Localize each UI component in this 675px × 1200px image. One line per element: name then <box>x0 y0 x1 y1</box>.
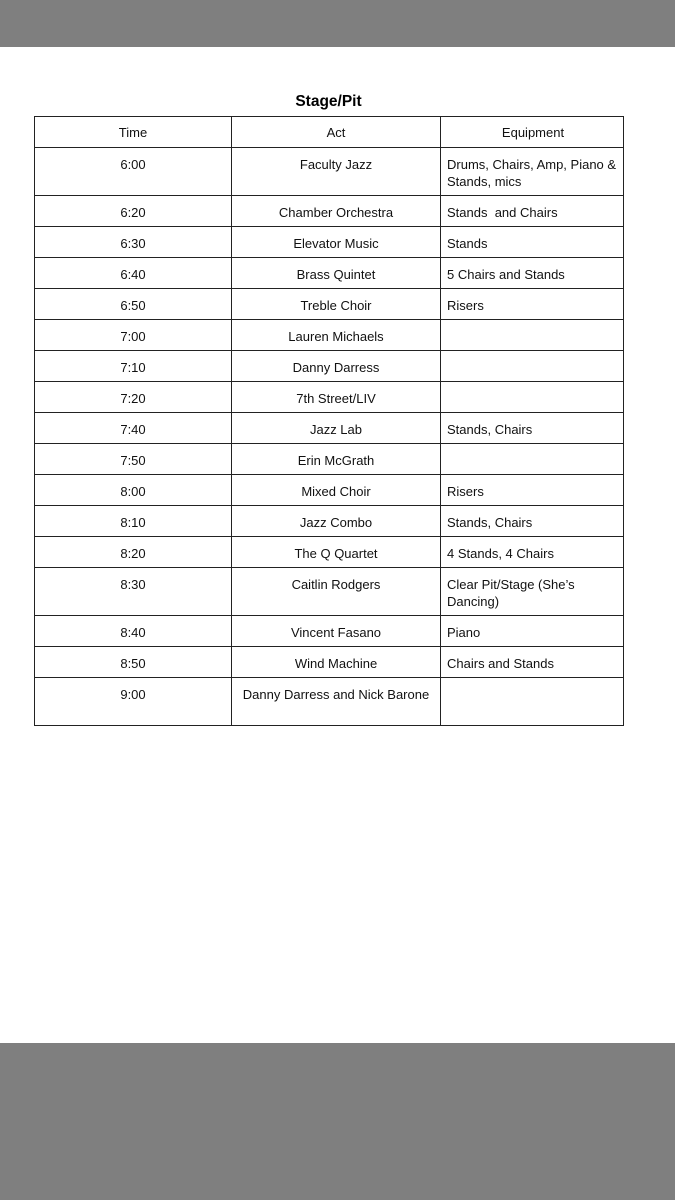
equipment-cell: Risers <box>441 289 624 320</box>
time-cell: 6:00 <box>35 148 232 196</box>
table-header-row <box>35 117 624 148</box>
top-gray-bar <box>0 0 675 47</box>
table-row <box>35 537 624 568</box>
time-cell: 8:30 <box>35 568 232 616</box>
equipment-cell: Risers <box>441 475 624 506</box>
act-cell: Jazz Combo <box>232 506 441 537</box>
table-row <box>35 413 624 444</box>
act-cell: Vincent Fasano <box>232 616 441 647</box>
equipment-cell: Chairs and Stands <box>441 647 624 678</box>
equipment-cell <box>441 320 624 351</box>
act-cell: Treble Choir <box>232 289 441 320</box>
table-row <box>35 616 624 647</box>
table-row <box>35 148 624 196</box>
table-row <box>35 475 624 506</box>
header-time: Time <box>35 117 232 148</box>
time-cell: 7:50 <box>35 444 232 475</box>
table-row <box>35 320 624 351</box>
time-cell: 8:00 <box>35 475 232 506</box>
act-cell: Faculty Jazz <box>232 148 441 196</box>
act-cell: Danny Darress <box>232 351 441 382</box>
act-cell: The Q Quartet <box>232 537 441 568</box>
time-cell: 8:40 <box>35 616 232 647</box>
table-row <box>35 227 624 258</box>
table-row <box>35 647 624 678</box>
time-cell: 6:20 <box>35 196 232 227</box>
act-cell: Erin McGrath <box>232 444 441 475</box>
time-cell: 6:50 <box>35 289 232 320</box>
table-row <box>35 568 624 616</box>
bottom-gray-bar <box>0 1043 675 1200</box>
time-cell: 7:10 <box>35 351 232 382</box>
time-cell: 6:30 <box>35 227 232 258</box>
equipment-cell: 4 Stands, 4 Chairs <box>441 537 624 568</box>
equipment-cell: Stands, Chairs <box>441 413 624 444</box>
equipment-cell: Piano <box>441 616 624 647</box>
equipment-cell <box>441 351 624 382</box>
page-title: Stage/Pit <box>295 93 362 110</box>
act-cell: Elevator Music <box>232 227 441 258</box>
time-cell: 9:00 <box>35 678 232 726</box>
equipment-cell: Clear Pit/Stage (She’s Dancing) <box>441 568 624 616</box>
time-cell: 8:10 <box>35 506 232 537</box>
table-row <box>35 444 624 475</box>
act-cell: Lauren Michaels <box>232 320 441 351</box>
time-cell: 8:50 <box>35 647 232 678</box>
act-cell: Mixed Choir <box>232 475 441 506</box>
act-cell: 7th Street/LIV <box>232 382 441 413</box>
time-cell: 7:40 <box>35 413 232 444</box>
time-cell: 8:20 <box>35 537 232 568</box>
time-cell: 6:40 <box>35 258 232 289</box>
table-row <box>35 382 624 413</box>
equipment-cell: Stands <box>441 227 624 258</box>
table-row <box>35 351 624 382</box>
equipment-cell <box>441 382 624 413</box>
equipment-cell: 5 Chairs and Stands <box>441 258 624 289</box>
time-cell: 7:20 <box>35 382 232 413</box>
act-cell: Wind Machine <box>232 647 441 678</box>
header-equipment: Equipment <box>441 117 624 148</box>
table-row <box>35 196 624 227</box>
equipment-cell <box>441 444 624 475</box>
header-act: Act <box>232 117 441 148</box>
table-row <box>35 258 624 289</box>
schedule-table <box>34 116 624 726</box>
table-row <box>35 678 624 726</box>
equipment-cell: Stands, Chairs <box>441 506 624 537</box>
equipment-cell: Drums, Chairs, Amp, Piano & Stands, mics <box>441 148 624 196</box>
act-cell: Danny Darress and Nick Barone <box>232 678 441 726</box>
act-cell: Brass Quintet <box>232 258 441 289</box>
equipment-cell: Stands and Chairs <box>441 196 624 227</box>
table-row <box>35 506 624 537</box>
time-cell: 7:00 <box>35 320 232 351</box>
table-row <box>35 289 624 320</box>
act-cell: Chamber Orchestra <box>232 196 441 227</box>
equipment-cell <box>441 678 624 726</box>
act-cell: Jazz Lab <box>232 413 441 444</box>
act-cell: Caitlin Rodgers <box>232 568 441 616</box>
